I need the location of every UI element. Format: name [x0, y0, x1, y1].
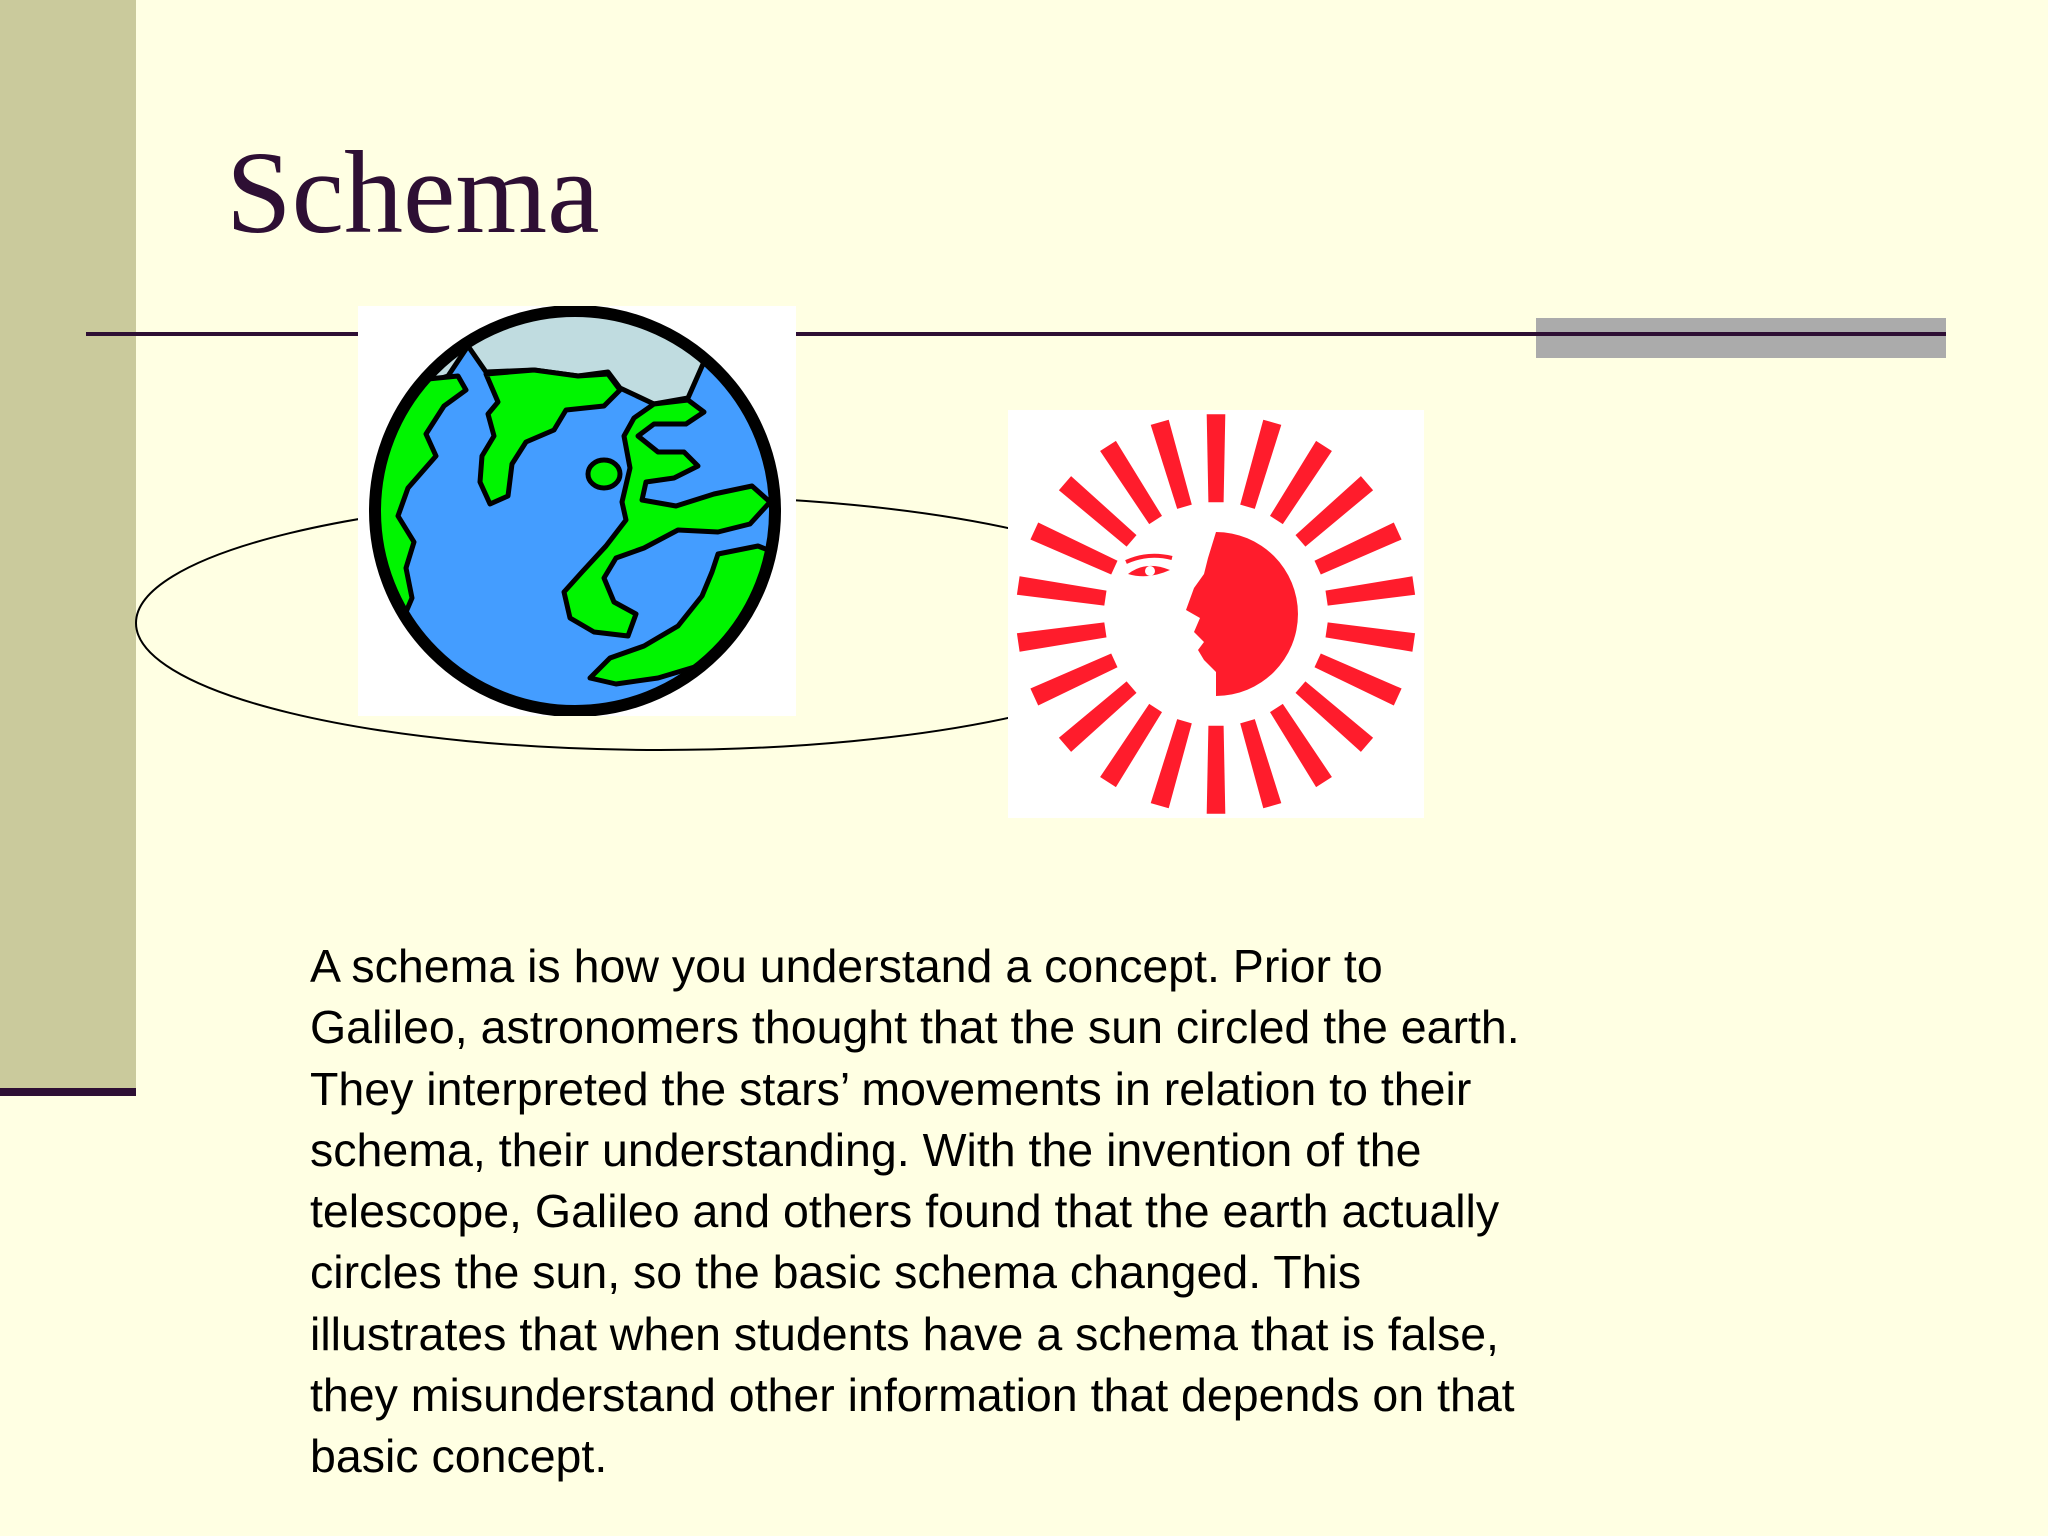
sun-ray [1030, 654, 1117, 706]
slide-title: Schema [226, 127, 600, 258]
sun-ray [1315, 523, 1402, 575]
sun-ray [1240, 719, 1281, 808]
sun-image [1008, 410, 1424, 818]
sun-ray [1326, 576, 1416, 605]
sun-ray [1207, 726, 1226, 814]
sun-ray [1017, 576, 1107, 605]
sun-ray [1315, 654, 1402, 706]
sun-ray [1017, 622, 1107, 651]
sun-ray [1240, 420, 1281, 509]
sun-ray [1151, 719, 1192, 808]
body-text: A schema is how you understand a concept. Prior to Galileo, astronomers thought that the sun circled the earth. They interpreted the stars’ movements in relation to their schema, their understanding. With the invention of the telescope, Galileo and others found that the earth actually circles the sun, so the basic schema changed. This illustrates that when students have a schema that is false, they misunderstand other information that depends on that basic concept. [310, 940, 1520, 1483]
sun-ray [1030, 523, 1117, 575]
sun-ray [1326, 622, 1416, 651]
earth-globe-icon [358, 306, 796, 716]
sun-ray [1207, 414, 1226, 502]
earth-image [358, 306, 796, 716]
sun-ray [1151, 420, 1192, 509]
sun-face-icon [1008, 410, 1424, 818]
